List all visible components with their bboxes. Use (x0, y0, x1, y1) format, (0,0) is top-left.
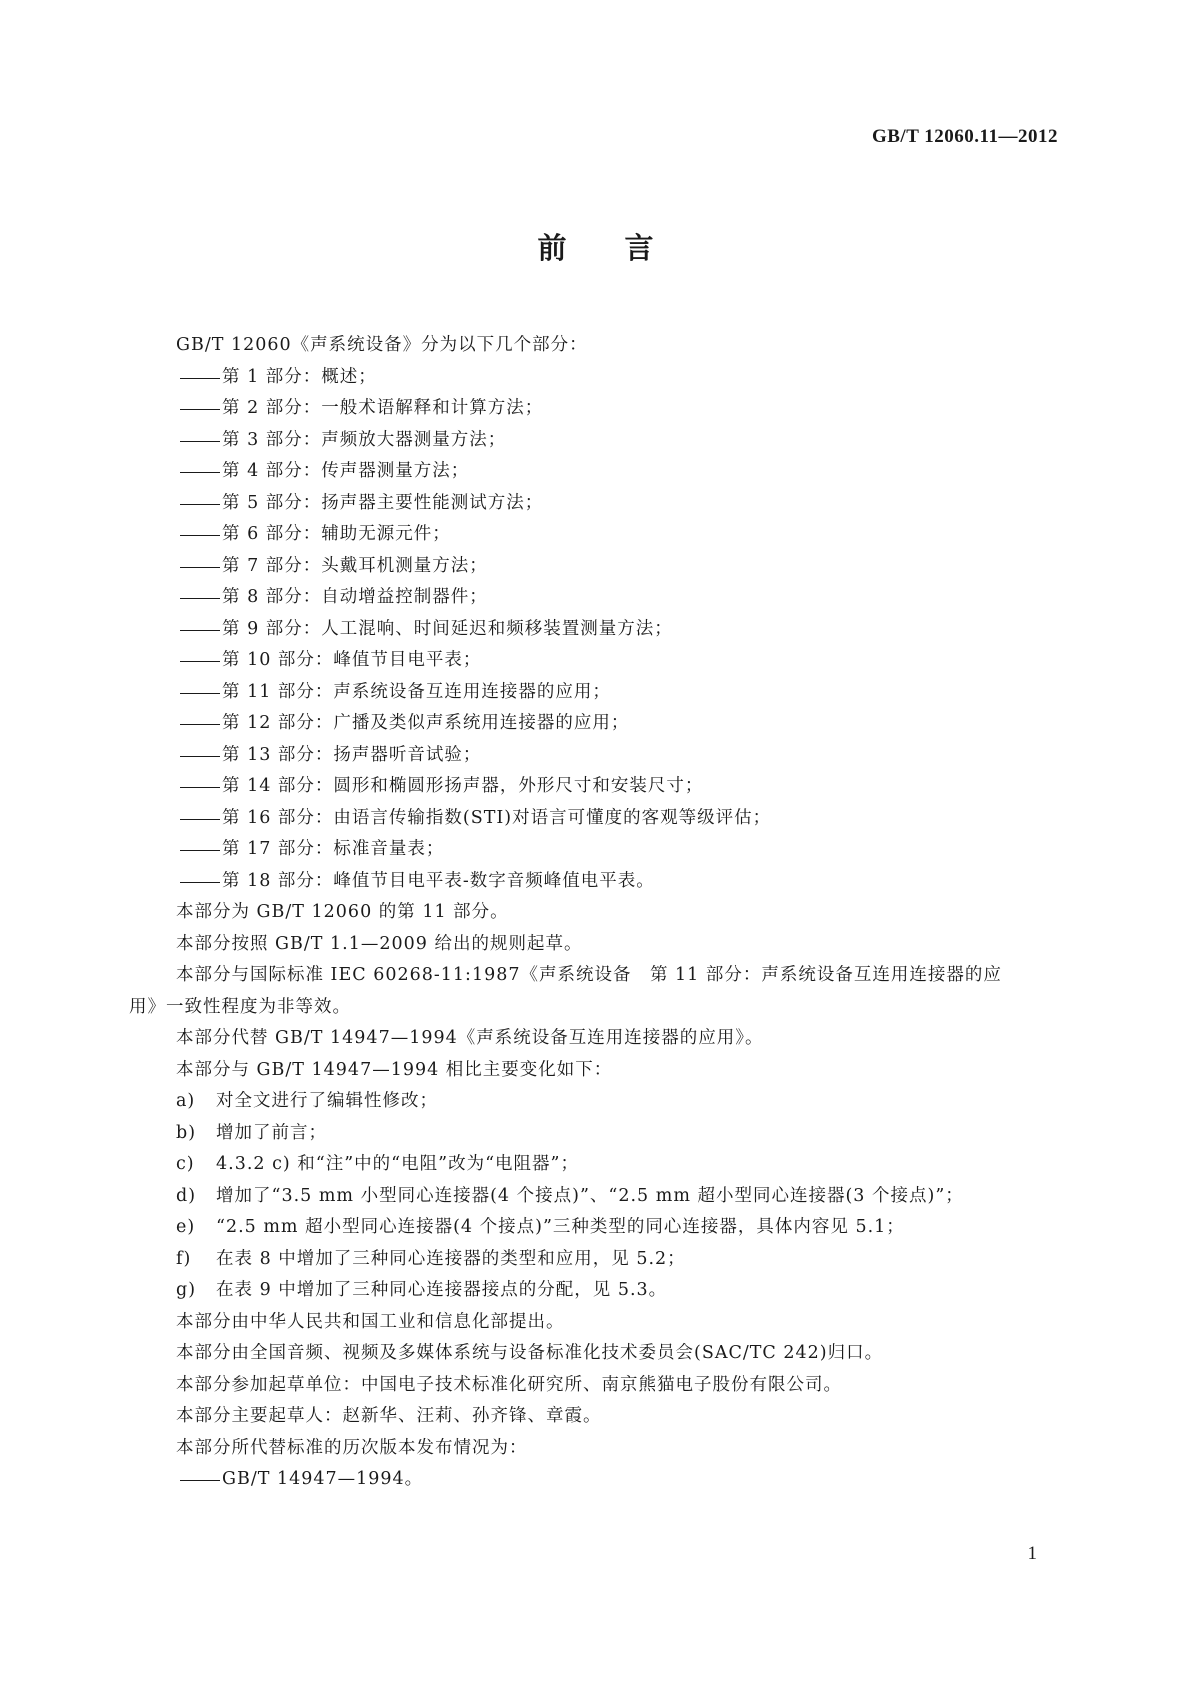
em-dash (180, 803, 222, 835)
em-dash (180, 456, 222, 488)
equivalence-paragraph-line-2: 用》一致性程度为非等效。 (129, 996, 351, 1017)
list-item: 第 6 部分：辅助无源元件； (176, 519, 1056, 551)
em-dash (180, 708, 222, 740)
paragraph: 本部分由全国音频、视频及多媒体系统与设备标准化技术委员会(SAC/TC 242)归口。 (176, 1343, 884, 1363)
paragraph: 本部分由中华人民共和国工业和信息化部提出。 (176, 1311, 565, 1332)
list-item: f) 在表 8 中增加了三种同心连接器的类型和应用，见 5.2； (176, 1244, 1056, 1276)
equivalence-paragraph-line-1: 本部分与国际标准 IEC 60268-11:1987《声系统设备 第 11 部分：声系统设备互连用连接器的应 (176, 965, 1002, 985)
em-dash (180, 425, 222, 457)
paragraph: 本部分参加起草单位：中国电子技术标准化研究所、南京熊猫电子股份有限公司。 (176, 1374, 842, 1395)
item-label: e) (176, 1217, 196, 1237)
list-item: 第 13 部分：扬声器听音试验； (176, 740, 1056, 772)
list-item: a) 对全文进行了编辑性修改； (176, 1086, 1056, 1118)
em-dash (180, 740, 222, 772)
list-item: c) 4.3.2 c) 和“注”中的“电阻”改为“电阻器”； (176, 1149, 1056, 1181)
list-item: 第 14 部分：圆形和椭圆形扬声器，外形尺寸和安装尺寸； (176, 771, 1056, 803)
paragraph: 本部分所代替标准的历次版本发布情况为： (176, 1437, 528, 1458)
list-item: g) 在表 9 中增加了三种同心连接器接点的分配，见 5.3。 (176, 1275, 1056, 1307)
list-item: d) 增加了“3.5 mm 小型同心连接器(4 个接点)”、“2.5 mm 超小型同心连接器(3 个接点)”； (176, 1181, 1056, 1213)
list-item: 第 4 部分：传声器测量方法； (176, 456, 1056, 488)
list-item: 第 3 部分：声频放大器测量方法； (176, 425, 1056, 457)
em-dash (180, 614, 222, 646)
page-title: 前言 (537, 231, 712, 265)
page-number: 1 (1027, 1543, 1037, 1564)
em-dash (180, 866, 222, 898)
list-item: 第 2 部分：一般术语解释和计算方法； (176, 393, 1056, 425)
list-item: 第 17 部分：标准音量表； (176, 834, 1056, 866)
list-item: 第 7 部分：头戴耳机测量方法； (176, 551, 1056, 583)
em-dash (180, 645, 222, 677)
em-dash (180, 1464, 222, 1496)
item-label: b) (176, 1122, 197, 1143)
intro-paragraph: GB/T 12060《声系统设备》分为以下几个部分： (176, 335, 588, 355)
list-item: 第 9 部分：人工混响、时间延迟和频移装置测量方法； (176, 614, 1056, 646)
history-list (176, 1464, 1056, 1496)
em-dash (180, 393, 222, 425)
standard-code: GB/T 12060.11—2012 (871, 126, 1058, 147)
em-dash (180, 582, 222, 614)
item-label: d) (176, 1185, 197, 1206)
list-item: 第 12 部分：广播及类似声系统用连接器的应用； (176, 708, 1056, 740)
item-label: f) (176, 1248, 192, 1269)
list-item: GB/T 14947—1994。 (176, 1464, 1056, 1496)
list-item: e) “2.5 mm 超小型同心连接器(4 个接点)”三种类型的同心连接器，具体内容见 5.1； (176, 1212, 1056, 1244)
item-label: a) (176, 1091, 196, 1111)
list-item: 第 8 部分：自动增益控制器件； (176, 582, 1056, 614)
em-dash (180, 519, 222, 551)
em-dash (180, 551, 222, 583)
paragraph: 本部分主要起草人：赵新华、汪莉、孙齐锋、章霞。 (176, 1406, 602, 1426)
paragraph: 本部分按照 GB/T 1.1—2009 给出的规则起草。 (176, 933, 583, 954)
parts-list (176, 362, 1056, 898)
changes-list (176, 1086, 1056, 1307)
em-dash (180, 834, 222, 866)
em-dash (180, 362, 222, 394)
item-label: g) (176, 1280, 197, 1300)
list-item: 第 5 部分：扬声器主要性能测试方法； (176, 488, 1056, 520)
document-body (129, 330, 1056, 1496)
em-dash (180, 488, 222, 520)
paragraph: 本部分与 GB/T 14947—1994 相比主要变化如下： (176, 1059, 613, 1080)
list-item: 第 18 部分：峰值节目电平表-数字音频峰值电平表。 (176, 866, 1056, 898)
paragraph: 本部分代替 GB/T 14947—1994《声系统设备互连用连接器的应用》。 (176, 1028, 764, 1048)
paragraph: 本部分为 GB/T 12060 的第 11 部分。 (176, 902, 509, 922)
em-dash (180, 771, 222, 803)
list-item: b) 增加了前言； (176, 1118, 1056, 1150)
list-item: 第 1 部分：概述； (176, 362, 1056, 394)
list-item: 第 16 部分：由语言传输指数(STI)对语言可懂度的客观等级评估； (176, 803, 1056, 835)
list-item: 第 11 部分：声系统设备互连用连接器的应用； (176, 677, 1056, 709)
em-dash (180, 677, 222, 709)
list-item: 第 10 部分：峰值节目电平表； (176, 645, 1056, 677)
item-label: c) (176, 1154, 195, 1174)
